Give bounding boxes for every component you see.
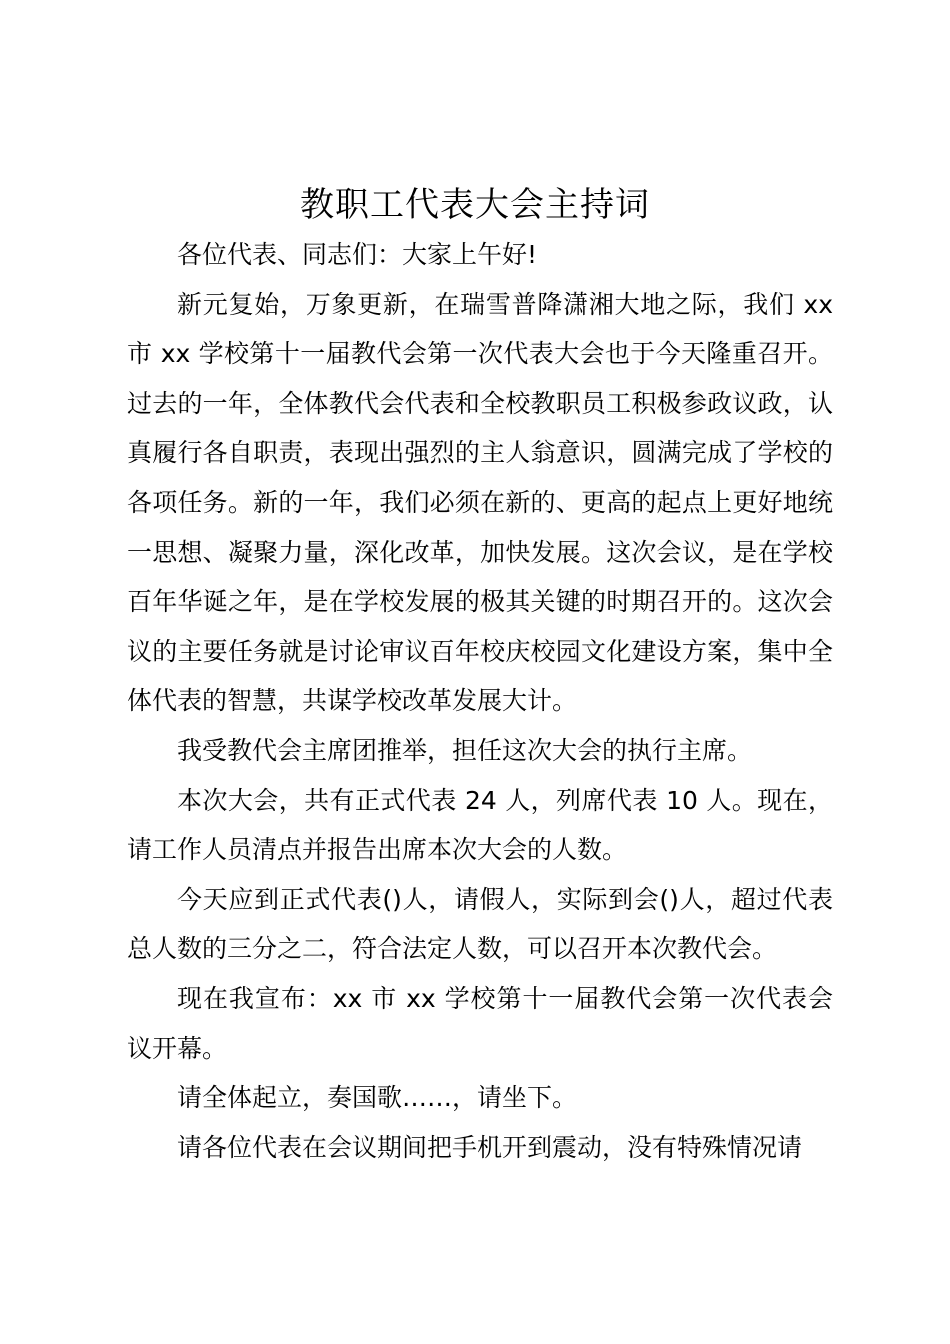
paragraph-opening: 新元复始，万象更新，在瑞雪普降潇湘大地之际，我们 xx 市 xx 学校第十一届教代会第一次代表大会也于今天隆重召开。过去的一年，全体教代会代表和全校教职员工积极参政议政，认真履行各自职责，表现出强烈的主人翁意识，圆满完成了学校的各项任务。新的一年，我们必须在新的、更高的起点上更好地统一思想、凝聚力量，深化改革，加快发展。这次会议，是在学校百年华诞之年，是在学校发展的极其关键的时期召开的。这次会议的主要任务就是讨论审议百年校庆校园文化建设方案，集中全体代表的智慧，共谋学校改革发展大计。 (127, 289, 833, 716)
paragraph-chair: 我受教代会主席团推举，担任这次大会的执行主席。 (177, 735, 753, 765)
paragraph-quorum: 今天应到正式代表()人，请假人，实际到会()人，超过代表总人数的三分之二，符合法定人数，可以召开本次教代会。 (127, 884, 833, 964)
paragraph-attendance: 本次大会，共有正式代表 24 人，列席代表 10 人。现在，请工作人员清点并报告出席本次大会的人数。 (127, 785, 833, 865)
paragraph-announcement: 现在我宣布：xx 市 xx 学校第十一届教代会第一次代表会议开幕。 (127, 983, 833, 1063)
document-title: 教职工代表大会主持词 (300, 185, 650, 225)
paragraph-anthem: 请全体起立，奏国歌……，请坐下。 (177, 1083, 578, 1113)
document-body (127, 230, 833, 1172)
paragraph-greeting: 各位代表、同志们：大家上午好! (177, 240, 538, 269)
paragraph-phones: 请各位代表在会议期间把手机开到震动，没有特殊情况请 (177, 1132, 803, 1162)
